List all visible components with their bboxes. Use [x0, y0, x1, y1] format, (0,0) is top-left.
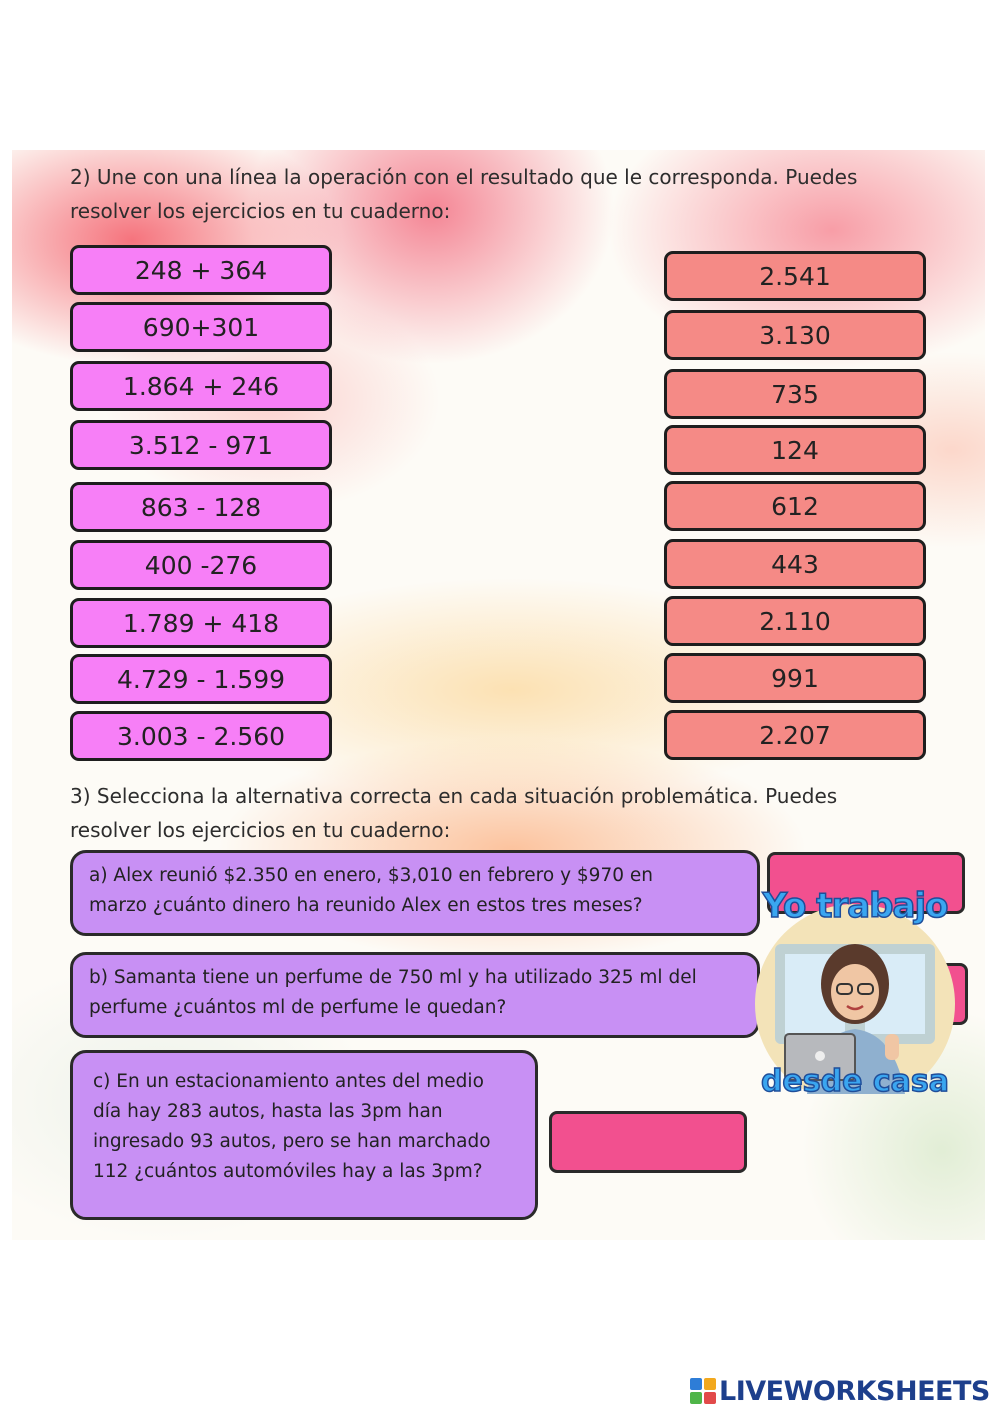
liveworksheets-brand: LIVEWORKSHEETS — [719, 1375, 990, 1407]
operation-box-2[interactable]: 690+301 — [70, 302, 332, 352]
problem-b-box — [70, 952, 760, 1038]
problem-b-line2: perfume ¿cuántos ml de perfume le quedan? — [89, 997, 507, 1018]
operation-box-1[interactable]: 248 + 364 — [70, 245, 332, 295]
work-from-home-badge — [745, 884, 965, 1094]
result-box-9[interactable]: 2.207 — [664, 710, 926, 760]
result-box-7[interactable]: 2.110 — [664, 596, 926, 646]
problem-c-line4: 112 ¿cuántos automóviles hay a las 3pm? — [93, 1161, 483, 1182]
section2-instruction — [70, 160, 900, 228]
problem-c-box — [70, 1050, 538, 1220]
problem-a-line1: a) Alex reunió $2.350 en enero, $3,010 en febrero y $970 en — [89, 865, 653, 886]
section3-instruction-line1: 3) Selecciona la alternativa correcta en cada situación problemática. Puedes — [70, 784, 838, 808]
result-box-4[interactable]: 124 — [664, 425, 926, 475]
result-box-6[interactable]: 443 — [664, 539, 926, 589]
result-box-1[interactable]: 2.541 — [664, 251, 926, 301]
section2-instruction-line1: 2) Une con una línea la operación con el resultado que le corresponda. Puedes — [70, 165, 858, 189]
problem-c-line2: día hay 283 autos, hasta las 3pm han — [93, 1101, 443, 1122]
result-box-5[interactable]: 612 — [664, 481, 926, 531]
problem-c-line3: ingresado 93 autos, pero se han marchado — [93, 1131, 491, 1152]
operation-box-3[interactable]: 1.864 + 246 — [70, 361, 332, 411]
section2-instruction-line2: resolver los ejercicios en tu cuaderno: — [70, 199, 451, 223]
operation-box-8[interactable]: 4.729 - 1.599 — [70, 654, 332, 704]
problem-a-line2: marzo ¿cuánto dinero ha reunido Alex en estos tres meses? — [89, 895, 643, 916]
result-box-2[interactable]: 3.130 — [664, 310, 926, 360]
problem-a-box — [70, 850, 760, 936]
badge-title: Yo trabajo — [762, 886, 948, 926]
problem-c-line1: c) En un estacionamiento antes del medio — [93, 1071, 484, 1092]
operation-box-7[interactable]: 1.789 + 418 — [70, 598, 332, 648]
answer-box-c[interactable] — [549, 1111, 747, 1173]
badge-subtitle: desde casa — [760, 1064, 950, 1094]
result-box-3[interactable]: 735 — [664, 369, 926, 419]
operation-box-4[interactable]: 3.512 - 971 — [70, 420, 332, 470]
operation-box-6[interactable]: 400 -276 — [70, 540, 332, 590]
problem-b-line1: b) Samanta tiene un perfume de 750 ml y ha utilizado 325 ml del — [89, 967, 697, 988]
result-box-8[interactable]: 991 — [664, 653, 926, 703]
liveworksheets-logo — [690, 1376, 990, 1406]
section3-instruction-line2: resolver los ejercicios en tu cuaderno: — [70, 818, 451, 842]
operation-box-9[interactable]: 3.003 - 2.560 — [70, 711, 332, 761]
section3-instruction — [70, 779, 900, 847]
operation-box-5[interactable]: 863 - 128 — [70, 482, 332, 532]
liveworksheets-icon — [690, 1378, 716, 1404]
